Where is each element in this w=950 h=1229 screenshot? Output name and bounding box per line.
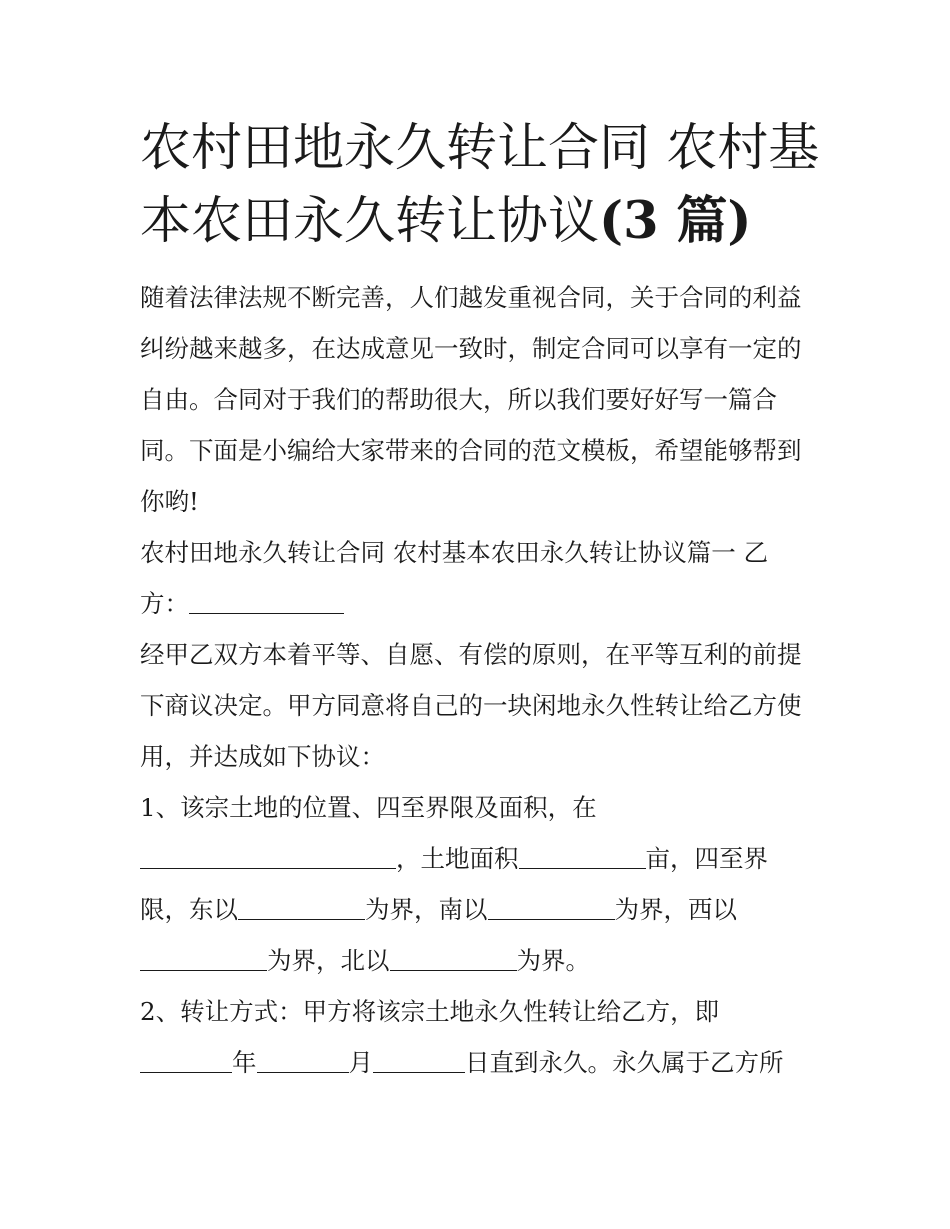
day-text: 日直到永久。永久属于乙方所 <box>465 1048 784 1077</box>
north-label: 为界，北以 <box>267 946 390 975</box>
party-b-blank <box>189 589 344 614</box>
location-blank <box>140 844 396 869</box>
bound-end-label: 为界。 <box>516 946 590 975</box>
area-label: ，土地面积 <box>396 844 519 873</box>
day-blank <box>373 1048 465 1073</box>
intro-line: 纠纷越来越多，在达成意见一致时，制定合同可以享有一定的 <box>140 334 802 363</box>
south-label: 为界，南以 <box>365 895 488 924</box>
intro-line: 随着法律法规不断完善，人们越发重视合同，关于合同的利益 <box>140 283 802 312</box>
principle-line: 下商议决定。甲方同意将自己的一块闲地永久性转让给乙方使 <box>140 691 802 720</box>
intro-line: 自由。合同对于我们的帮助很大，所以我们要好好写一篇合 <box>140 385 777 414</box>
title-count: (3 篇) <box>599 191 752 251</box>
intro-line: 你哟! <box>140 487 199 516</box>
year-blank <box>140 1048 232 1073</box>
month-label: 月 <box>348 1048 373 1077</box>
principle-line: 经甲乙双方本着平等、自愿、有偿的原则，在平等互利的前提 <box>140 640 802 669</box>
year-label: 年 <box>232 1048 257 1077</box>
area-blank <box>519 844 646 869</box>
document-title <box>140 113 820 257</box>
title-line-1: 农村田地永久转让合同 农村基 <box>140 119 820 178</box>
section-title: 农村田地永久转让合同 农村基本农田永久转让协议篇一 乙 <box>140 538 769 567</box>
principle-line: 用，并达成如下协议： <box>140 742 385 771</box>
document-body <box>140 272 820 1088</box>
title-line-2-text: 本农田永久转让协议 <box>140 192 600 251</box>
east-blank <box>238 895 365 920</box>
mu-label: 亩，四至界 <box>645 844 768 873</box>
clause-1-bounds-line-2 <box>140 935 820 986</box>
clause-1-heading: 1、该宗土地的位置、四至界限及面积，在 <box>140 793 597 822</box>
north-blank <box>390 946 517 971</box>
intro-line: 同。下面是小编给大家带来的合同的范文模板，希望能够帮到 <box>140 436 802 465</box>
party-b-label: 方： <box>140 589 189 618</box>
west-label: 为界，西以 <box>614 895 737 924</box>
title-line-2 <box>140 185 820 257</box>
clause-1-bounds-line <box>140 884 820 935</box>
party-b-line <box>140 578 820 629</box>
south-blank <box>488 895 615 920</box>
clause-2-date-line <box>140 1037 820 1088</box>
clause-1-area-line <box>140 833 820 884</box>
east-label: 限，东以 <box>140 895 238 924</box>
month-blank <box>257 1048 349 1073</box>
clause-2-heading: 2、转让方式：甲方将该宗土地永久性转让给乙方，即 <box>140 997 720 1026</box>
west-blank <box>140 946 267 971</box>
